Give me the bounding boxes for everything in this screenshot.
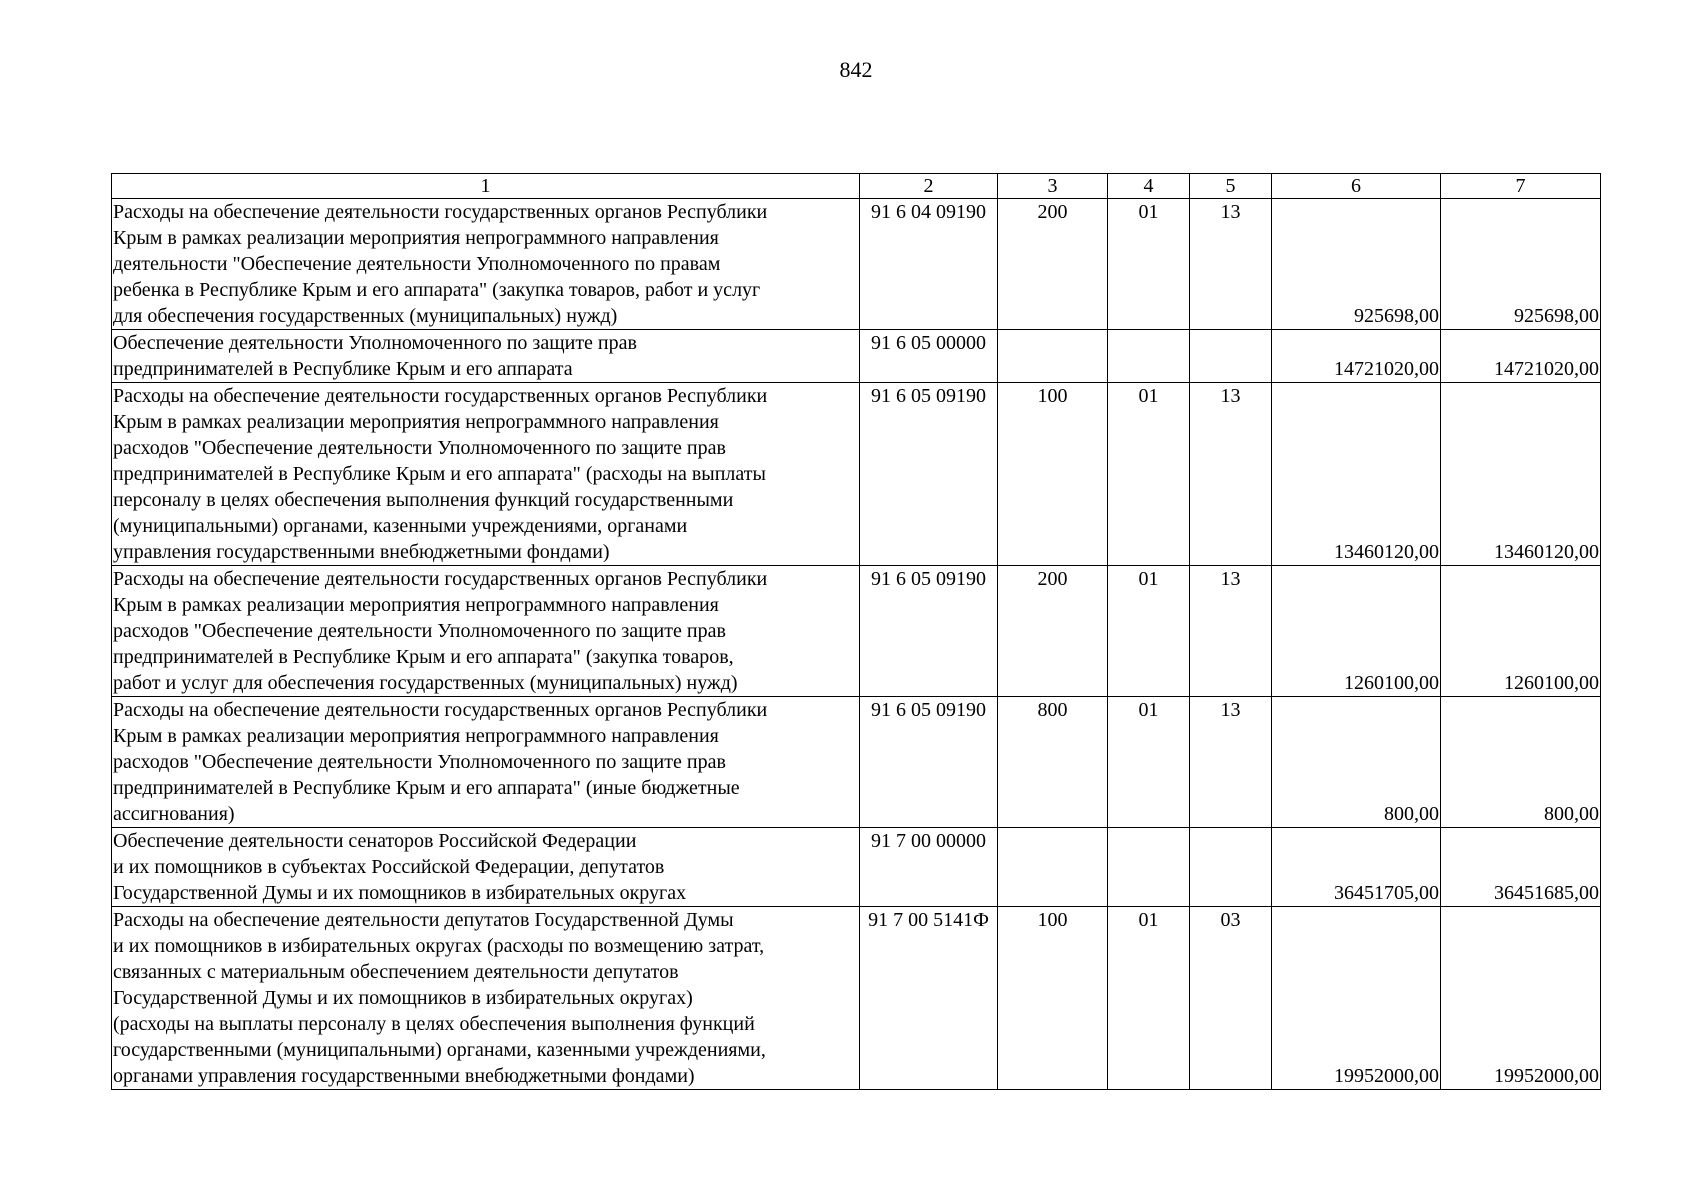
row-description: Обеспечение деятельности Уполномоченного по защите прав предпринимателей в Республике Крым и его аппарата — [112, 330, 860, 383]
row-subsection — [1190, 828, 1272, 907]
row-section: 01 — [1108, 566, 1190, 697]
row-target-code: 91 6 04 09190 — [860, 199, 998, 330]
row-amount-col7: 800,00 — [1441, 697, 1601, 828]
table-row — [112, 828, 1601, 907]
row-expense-type: 800 — [998, 697, 1108, 828]
row-amount-col6: 800,00 — [1272, 697, 1441, 828]
row-expense-type — [998, 330, 1108, 383]
row-description: Расходы на обеспечение деятельности государственных органов Республики Крым в рамках реализации мероприятия непрограммного направления расходов "Обеспечение деятельности Уполномоченного по защите прав предпринимателей в Республике Крым и его аппарата" (иные бюджетные ассигнования) — [112, 697, 860, 828]
row-amount-col7: 14721020,00 — [1441, 330, 1601, 383]
column-header-1: 1 — [112, 174, 860, 199]
row-subsection: 13 — [1190, 697, 1272, 828]
header-row — [112, 174, 1601, 199]
table-row — [112, 383, 1601, 566]
table-row — [112, 330, 1601, 383]
row-amount-col6: 925698,00 — [1272, 199, 1441, 330]
row-amount-col6: 1260100,00 — [1272, 566, 1441, 697]
row-target-code: 91 6 05 09190 — [860, 566, 998, 697]
column-header-4: 4 — [1108, 174, 1190, 199]
row-subsection: 13 — [1190, 383, 1272, 566]
table-row — [112, 697, 1601, 828]
budget-table — [111, 173, 1601, 1090]
row-expense-type — [998, 828, 1108, 907]
row-target-code: 91 7 00 5141Ф — [860, 907, 998, 1090]
table-row — [112, 907, 1601, 1090]
row-amount-col6: 14721020,00 — [1272, 330, 1441, 383]
column-header-2: 2 — [860, 174, 998, 199]
table-row — [112, 199, 1601, 330]
column-header-6: 6 — [1272, 174, 1441, 199]
row-amount-col6: 36451705,00 — [1272, 828, 1441, 907]
row-amount-col6: 19952000,00 — [1272, 907, 1441, 1090]
row-subsection — [1190, 330, 1272, 383]
row-subsection: 13 — [1190, 566, 1272, 697]
row-target-code: 91 6 05 09190 — [860, 697, 998, 828]
row-section: 01 — [1108, 697, 1190, 828]
column-header-7: 7 — [1441, 174, 1601, 199]
row-section: 01 — [1108, 383, 1190, 566]
row-expense-type: 100 — [998, 907, 1108, 1090]
table-row — [112, 566, 1601, 697]
column-header-3: 3 — [998, 174, 1108, 199]
row-amount-col7: 1260100,00 — [1441, 566, 1601, 697]
row-description: Расходы на обеспечение деятельности государственных органов Республики Крым в рамках реализации мероприятия непрограммного направления расходов "Обеспечение деятельности Уполномоченного по защите прав предпринимателей в Республике Крым и его аппарата" (расходы на выплаты персоналу в целях обеспечения выполнения функций государственными (муниципальными) органами, казенными учреждениями, органами управления государственными внебюджетными фондами) — [112, 383, 860, 566]
column-header-5: 5 — [1190, 174, 1272, 199]
row-amount-col7: 925698,00 — [1441, 199, 1601, 330]
row-amount-col7: 19952000,00 — [1441, 907, 1601, 1090]
row-section: 01 — [1108, 907, 1190, 1090]
row-target-code: 91 7 00 00000 — [860, 828, 998, 907]
row-target-code: 91 6 05 09190 — [860, 383, 998, 566]
row-expense-type: 100 — [998, 383, 1108, 566]
row-subsection: 03 — [1190, 907, 1272, 1090]
page-number: 842 — [839, 57, 873, 82]
row-target-code: 91 6 05 00000 — [860, 330, 998, 383]
row-amount-col7: 36451685,00 — [1441, 828, 1601, 907]
row-expense-type: 200 — [998, 199, 1108, 330]
row-subsection: 13 — [1190, 199, 1272, 330]
row-description: Расходы на обеспечение деятельности государственных органов Республики Крым в рамках реализации мероприятия непрограммного направления деятельности "Обеспечение деятельности Уполномоченного по правам ребенка в Республике Крым и его аппарата" (закупка товаров, работ и услуг для обеспечения государственных (муниципальных) нужд) — [112, 199, 860, 330]
row-expense-type: 200 — [998, 566, 1108, 697]
row-section — [1108, 828, 1190, 907]
row-section: 01 — [1108, 199, 1190, 330]
row-description: Обеспечение деятельности сенаторов Российской Федерации и их помощников в субъектах Российской Федерации, депутатов Государственной Думы и их помощников в избирательных округах — [112, 828, 860, 907]
row-description: Расходы на обеспечение деятельности депутатов Государственной Думы и их помощников в избирательных округах (расходы по возмещению затрат, связанных с материальным обеспечением деятельности депутатов Государственной Думы и их помощников в избирательных округах) (расходы на выплаты персоналу в целях обеспечения выполнения функций государственными (муниципальными) органами, казенными учреждениями, органами управления государственными внебюджетными фондами) — [112, 907, 860, 1090]
row-section — [1108, 330, 1190, 383]
row-amount-col7: 13460120,00 — [1441, 383, 1601, 566]
row-amount-col6: 13460120,00 — [1272, 383, 1441, 566]
row-description: Расходы на обеспечение деятельности государственных органов Республики Крым в рамках реализации мероприятия непрограммного направления расходов "Обеспечение деятельности Уполномоченного по защите прав предпринимателей в Республике Крым и его аппарата" (закупка товаров, работ и услуг для обеспечения государственных (муниципальных) нужд) — [112, 566, 860, 697]
